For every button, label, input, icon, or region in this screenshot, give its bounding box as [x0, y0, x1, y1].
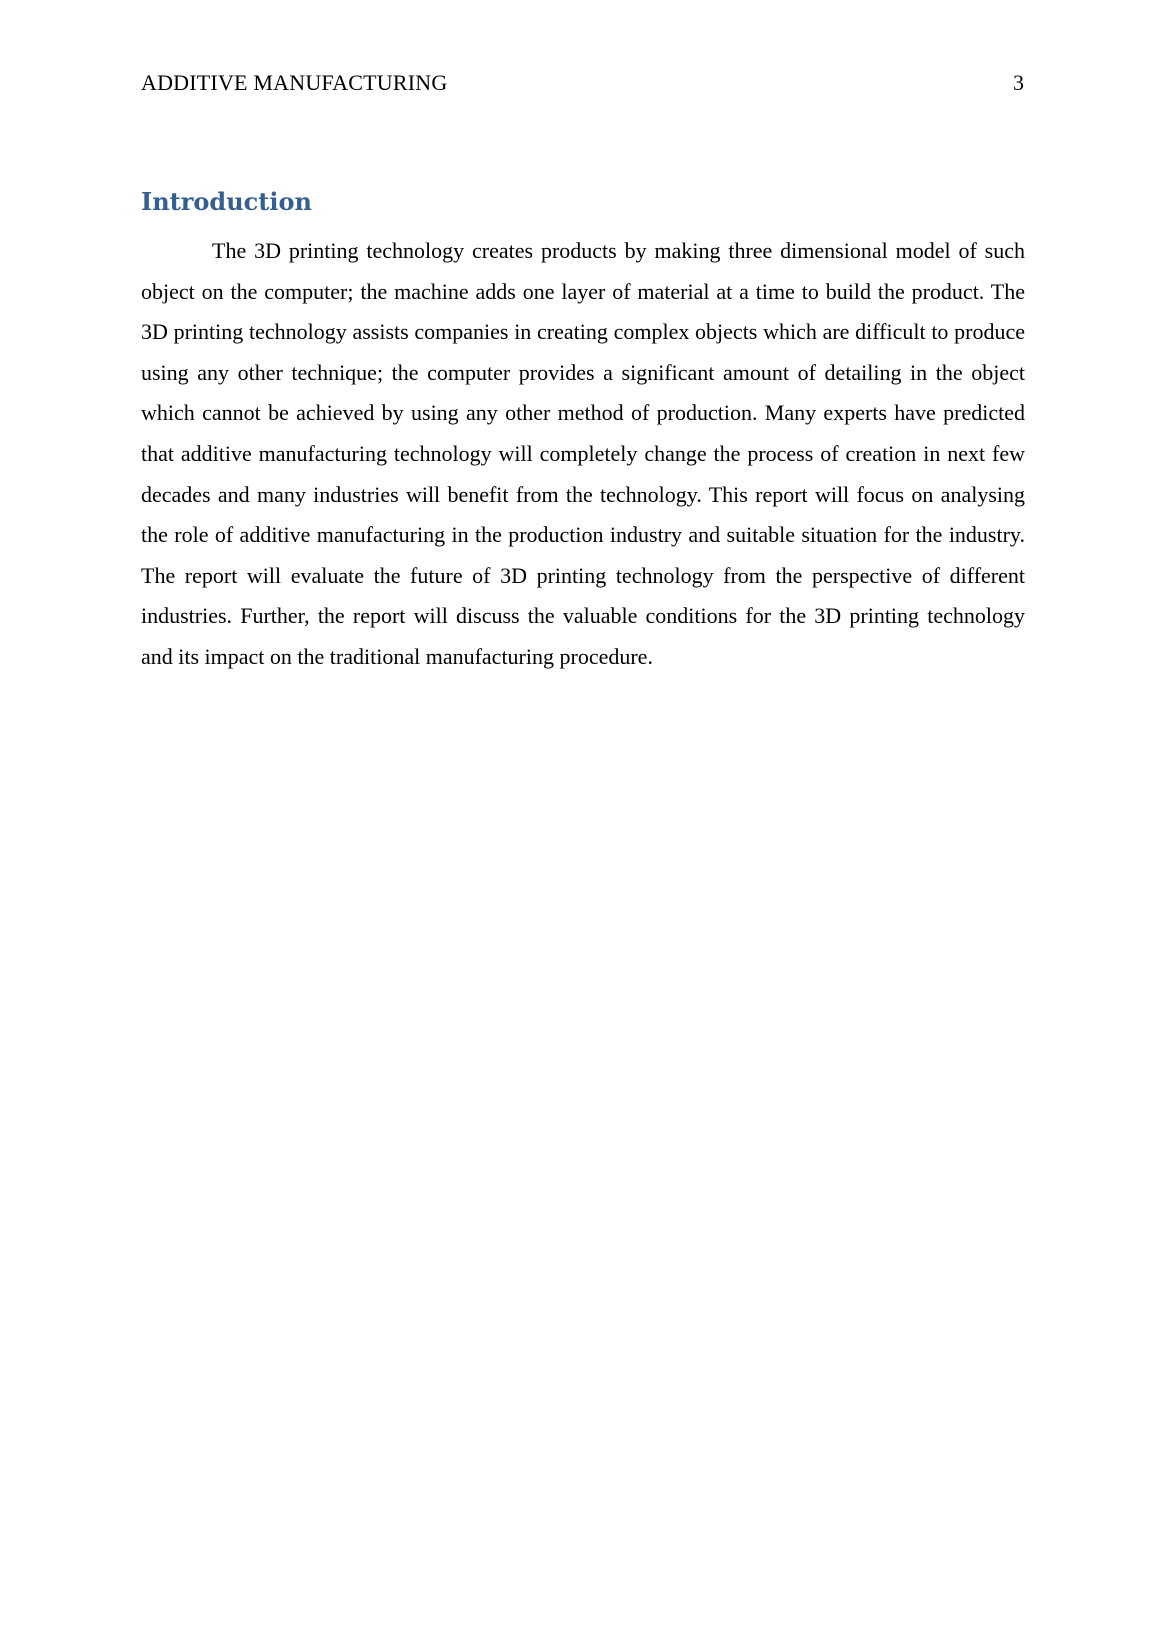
running-head: ADDITIVE MANUFACTURING — [141, 70, 448, 95]
page-number: 3 — [1013, 70, 1024, 95]
section-heading: Introduction — [141, 187, 312, 216]
introduction-paragraph: The 3D printing technology creates products by making three dimensional model of such object on the computer; the machine adds one layer of material at a time to build the product. The 3D printing technology assists companies in creating complex objects which are difficult to produce using any other technique; the computer provides a significant amount of detailing in the object which cannot be achieved by using any other method of production. Many experts have predicted that additive manufacturing technology will completely change the process of creation in next few decades and many industries will benefit from the technology. This report will focus on analysing the role of additive manufacturing in the production industry and suitable situation for the industry. The report will evaluate the future of 3D printing technology from the perspective of different industries. Further, the report will discuss the valuable conditions for the 3D printing technology and its impact on the traditional manufacturing procedure. — [141, 238, 1025, 669]
